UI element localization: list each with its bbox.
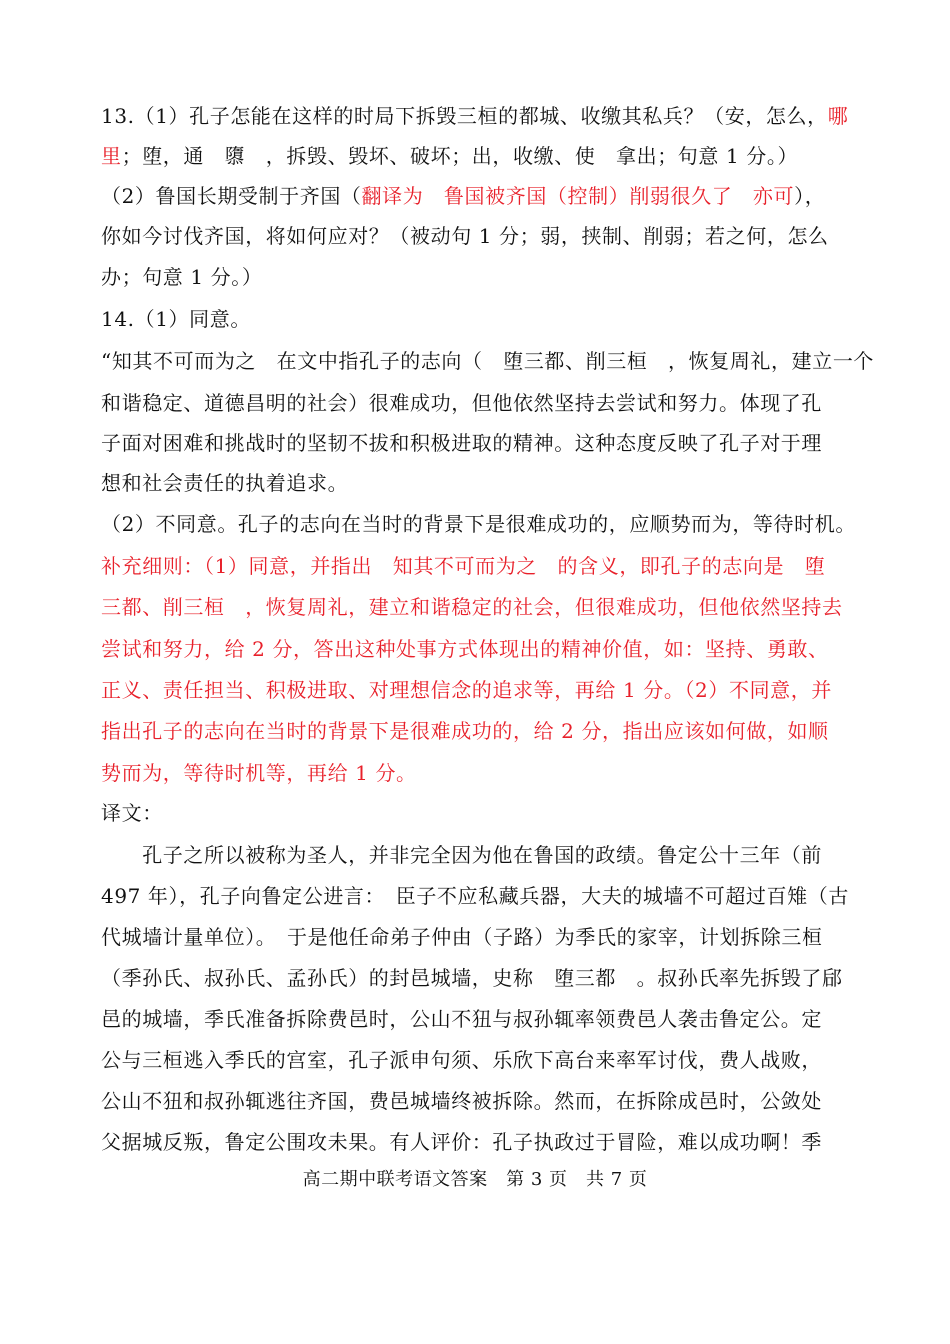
body-text: 代城墙计量单位）。 于是他任命弟子仲由（子路）为季氏的家宰，计划拆除三桓 [101,925,823,949]
body-text: 你如今讨伐齐国，将如何应对？（被动句 1 分；弱，挟制、削弱；若之何，怎么 [101,224,829,248]
text-line [101,718,829,744]
body-text: 译文： [101,801,163,825]
text-line [101,636,829,662]
body-text: 13.（1）孔子怎能在这样的时局下拆毁三桓的都城、收缴其私兵？（安，怎么， [101,104,828,128]
text-line [101,1129,822,1155]
text-line [101,511,856,537]
text-line [101,800,163,826]
red-annotation-text: 尝试和努力，给 2 分，答出这种处事方式体现出的精神价值，如：坚持、勇敢、 [101,637,829,661]
text-line [101,430,822,456]
text-line [101,553,825,579]
red-annotation-text: 正义、责任担当、积极进取、对理想信念的追求等，再给 1 分。（2）不同意，并 [101,678,832,702]
text-line [101,470,348,496]
body-text: （2）鲁国长期受制于齐国（ [101,184,362,208]
body-text: 公山不狃和叔孙辄逃往齐国，费邑城墙终被拆除。然而，在拆除成邑时，公敛处 [101,1089,822,1113]
text-line [101,965,843,991]
text-line [101,264,262,290]
text-line [101,223,829,249]
text-line [101,348,874,374]
red-annotation-text: 三都、削三桓 ，恢复周礼，建立和谐稳定的社会，但很难成功，但他依然坚持去 [101,595,843,619]
body-text: （2）不同意。孔子的志向在当时的背景下是很难成功的，应顺势而为，等待时机。 [101,512,856,536]
body-text: 497 年），孔子向鲁定公进言： 臣子不应私藏兵器，大夫的城墙不可超过百雉（古 [101,884,849,908]
red-annotation-text: 哪 [827,104,849,128]
text-line [101,103,848,129]
text-line [101,143,798,169]
red-annotation-text: 补充细则：（1）同意，并指出 知其不可而为之 的含义，即孔子的志向是 堕 [101,554,826,578]
red-annotation-text: 指出孔子的志向在当时的背景下是很难成功的，给 2 分，指出应该如何做，如顺 [101,719,829,743]
body-text: 办；句意 1 分。） [101,265,263,289]
text-line [101,883,849,909]
text-line [101,924,823,950]
red-annotation-text: 里 [101,144,122,168]
text-line [101,306,251,332]
red-annotation-text: 势而为，等待时机等，再给 1 分。 [101,761,417,785]
body-text: 子面对困难和挑战时的坚韧不拔和积极进取的精神。这种态度反映了孔子对于理 [101,431,822,455]
body-text: 邑的城墙，季氏准备拆除费邑时，公山不狃与叔孙辄率领费邑人袭击鲁定公。定 [101,1007,822,1031]
body-text: （季孙氏、叔孙氏、孟孙氏）的封邑城墙，史称 堕三都 。叔孙氏率先拆毁了郈 [101,966,843,990]
body-text: ）， [794,184,826,208]
text-line [101,677,832,703]
text-line [101,760,417,786]
body-text: 想和社会责任的执着追求。 [101,471,349,495]
red-annotation-text: 翻译为 鲁国被齐国（控制）削弱很久了 亦可 [361,184,795,208]
page-footer: 高二期中联考语文答案 第 3 页 共 7 页 [302,1169,648,1190]
text-line [101,842,822,868]
text-line [101,1047,822,1073]
text-line [101,1088,822,1114]
body-text: 14.（1）同意。 [101,307,251,331]
body-text: 公与三桓逃入季氏的宫室，孔子派申句须、乐欣下高台来率军讨伐，费人战败， [101,1048,822,1072]
text-line [101,390,822,416]
body-text: 和谐稳定、道德昌明的社会）很难成功，但他依然坚持去尝试和努力。体现了孔 [101,391,822,415]
body-text: 孔子之所以被称为圣人，并非完全因为他在鲁国的政绩。鲁定公十三年（前 [101,843,822,867]
text-line [101,183,825,209]
body-text: ；堕，通 隳 ，拆毁、毁坏、破坏；出，收缴、使 拿出；句意 1 分。） [121,144,799,168]
body-text: 父据城反叛，鲁定公围攻未果。有人评价：孔子执政过于冒险，难以成功啊！季 [101,1130,822,1154]
text-line [101,1006,822,1032]
body-text: “知其不可而为之 在文中指孔子的志向（ 堕三都、削三桓 ，恢复周礼，建立一个 [101,349,875,373]
text-line [101,594,843,620]
